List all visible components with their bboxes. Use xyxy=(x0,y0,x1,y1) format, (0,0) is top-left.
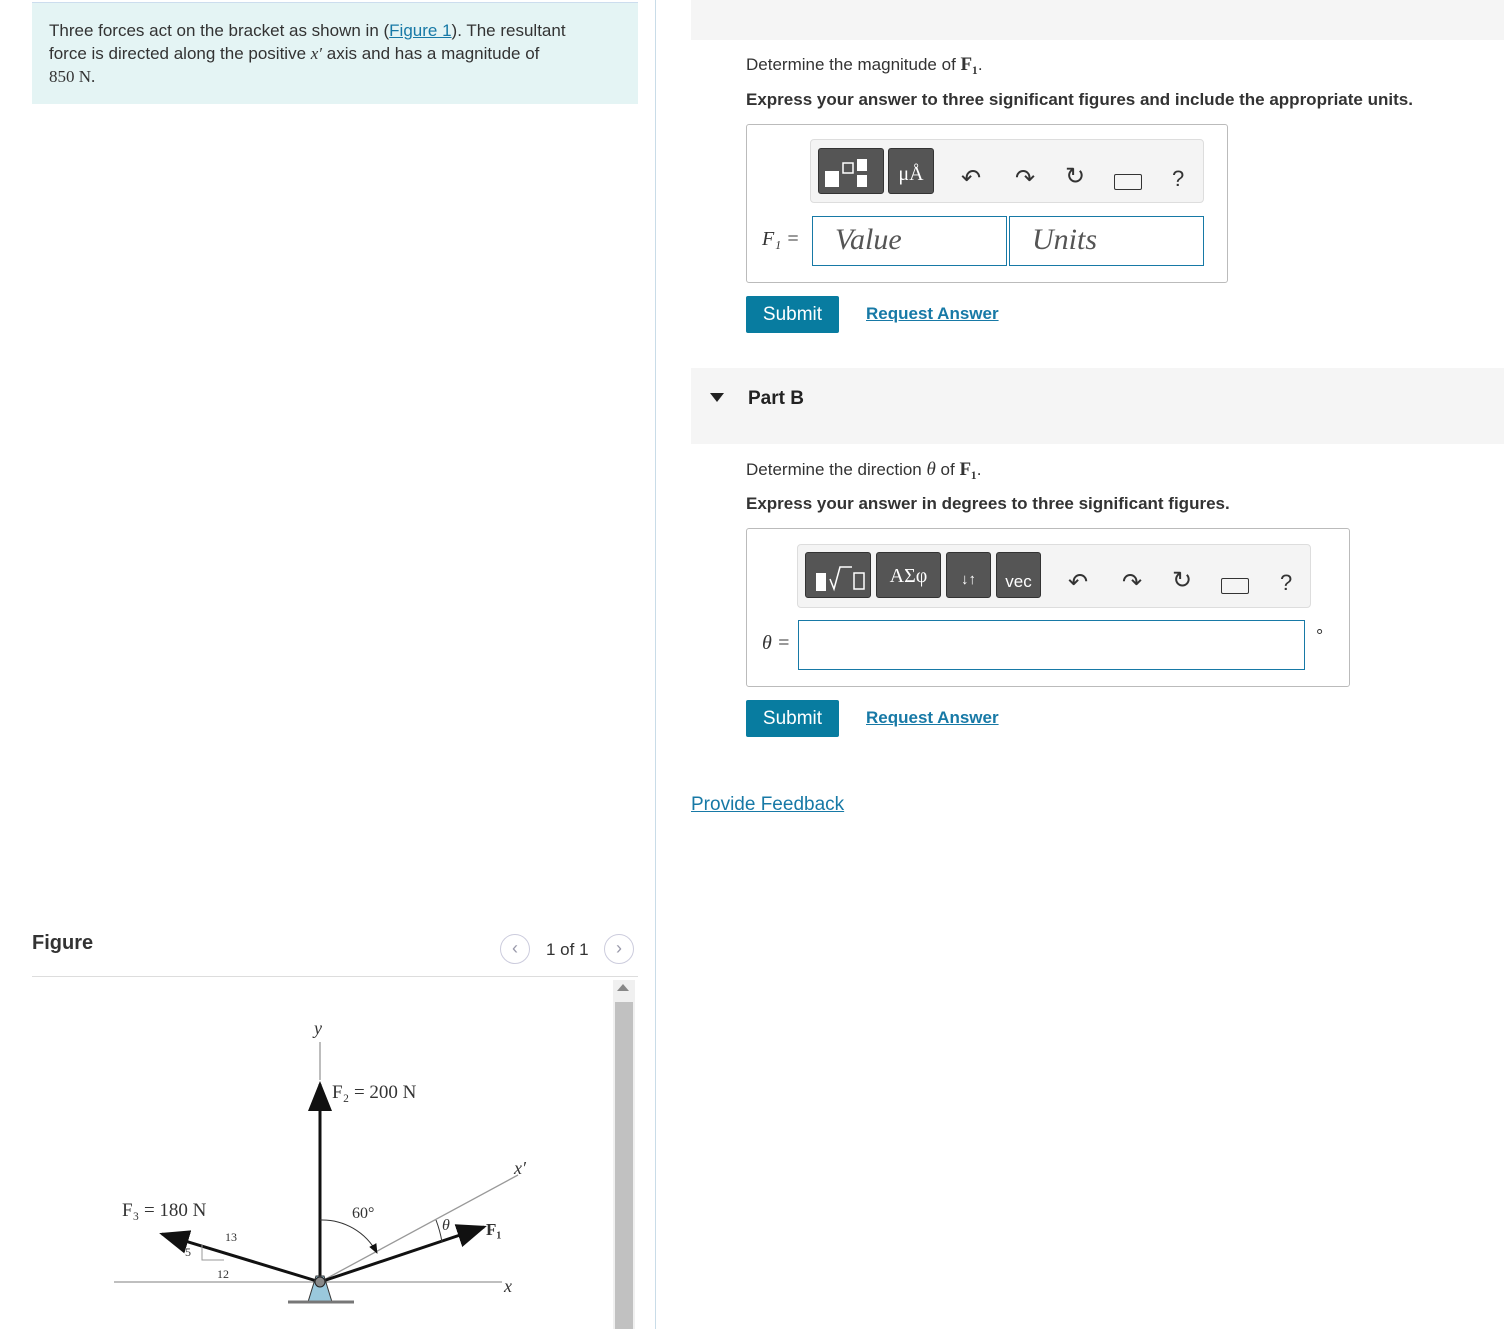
part-b-submit-button[interactable]: Submit xyxy=(746,700,839,737)
magnitude-value: 850 N. xyxy=(49,67,96,86)
scroll-up-icon[interactable] xyxy=(617,984,629,991)
bracket-figure xyxy=(32,980,612,1329)
slope-12-label: 12 xyxy=(217,1267,229,1281)
arrows-button[interactable]: ↓↑ xyxy=(946,552,991,598)
f1-var-label: F₁ = xyxy=(762,228,800,250)
figure-separator xyxy=(32,976,638,977)
pin xyxy=(315,1277,325,1287)
help-button[interactable]: ? xyxy=(1280,570,1293,595)
part-a-submit-button[interactable]: Submit xyxy=(746,296,839,333)
collapse-caret-icon[interactable] xyxy=(710,393,724,402)
figure-title: Figure xyxy=(32,932,94,954)
part-b-toolbar xyxy=(797,544,1311,608)
part-b-title: Part B xyxy=(748,388,804,409)
provide-feedback-link[interactable]: Provide Feedback xyxy=(691,794,845,815)
f1-arrow xyxy=(320,1227,484,1282)
part-b-header[interactable] xyxy=(691,368,1504,444)
slope-5-label: 5 xyxy=(185,1245,191,1259)
templates-button[interactable] xyxy=(818,148,884,194)
templates-icon xyxy=(819,149,883,193)
greek-symbols-button[interactable]: ΑΣφ xyxy=(876,552,941,598)
column-divider xyxy=(655,0,656,1329)
next-figure-button[interactable] xyxy=(604,934,634,964)
keyboard-icon[interactable] xyxy=(1221,578,1249,594)
angle-60-label: 60° xyxy=(352,1205,375,1222)
chevron-left-icon: ‹ xyxy=(512,938,518,958)
problem-statement: Three forces act on the bracket as shown in (Figure 1). The resultant force is directed along the positive x′ axis and has a magnitude of 850 N. xyxy=(32,2,638,104)
part-a-request-answer[interactable]: Request Answer xyxy=(866,304,999,323)
prev-figure-button[interactable] xyxy=(500,934,530,964)
theta-var-label: θ = xyxy=(762,632,791,654)
part-b-request-answer[interactable]: Request Answer xyxy=(866,708,999,727)
value-input[interactable]: Value xyxy=(812,216,1007,266)
units-symbol-button[interactable]: μÅ xyxy=(888,148,934,194)
undo-icon[interactable]: ↶ xyxy=(960,165,982,192)
reset-icon[interactable]: ↻ xyxy=(1171,567,1193,594)
part-a-question: Determine the magnitude of F₁. xyxy=(746,54,983,75)
undo-icon[interactable]: ↶ xyxy=(1067,569,1089,596)
reset-icon[interactable]: ↻ xyxy=(1064,163,1086,190)
redo-icon[interactable]: ↷ xyxy=(1121,569,1143,596)
keyboard-icon[interactable] xyxy=(1114,174,1142,190)
scrollbar-thumb[interactable] xyxy=(615,1002,633,1329)
vector-button[interactable]: vec xyxy=(996,552,1041,598)
templates-sqrt-button[interactable] xyxy=(805,552,871,598)
part-b-question: Determine the direction θ of F₁. xyxy=(746,459,982,480)
theta-label: θ xyxy=(442,1217,450,1234)
f3-label: F₃ = 180 N xyxy=(122,1200,207,1221)
part-a-header[interactable] xyxy=(691,0,1504,40)
slope-13-label: 13 xyxy=(225,1230,237,1244)
part-a-instruction: Express your answer to three significant figures and include the appropriate units. xyxy=(746,90,1413,109)
theta-input[interactable] xyxy=(798,620,1305,670)
figure-pager: 1 of 1 xyxy=(546,940,589,959)
chevron-right-icon: › xyxy=(616,938,622,958)
f2-label: F₂ = 200 N xyxy=(332,1082,417,1103)
angle-60-arc xyxy=(320,1220,377,1253)
x-prime-var: x′ xyxy=(310,44,323,63)
units-input[interactable]: Units xyxy=(1009,216,1204,266)
degree-unit: ° xyxy=(1316,626,1324,646)
part-b-instruction: Express your answer in degrees to three significant figures. xyxy=(746,494,1230,513)
redo-icon[interactable]: ↷ xyxy=(1014,165,1036,192)
x-prime-label: x′ xyxy=(514,1158,526,1178)
sqrt-templates-icon xyxy=(806,553,870,597)
y-label: y xyxy=(314,1018,322,1038)
x-label: x xyxy=(504,1276,512,1296)
help-button[interactable]: ? xyxy=(1172,166,1185,191)
f1-label: F₁ xyxy=(486,1220,502,1239)
figure-link[interactable]: Figure 1 xyxy=(389,21,452,40)
